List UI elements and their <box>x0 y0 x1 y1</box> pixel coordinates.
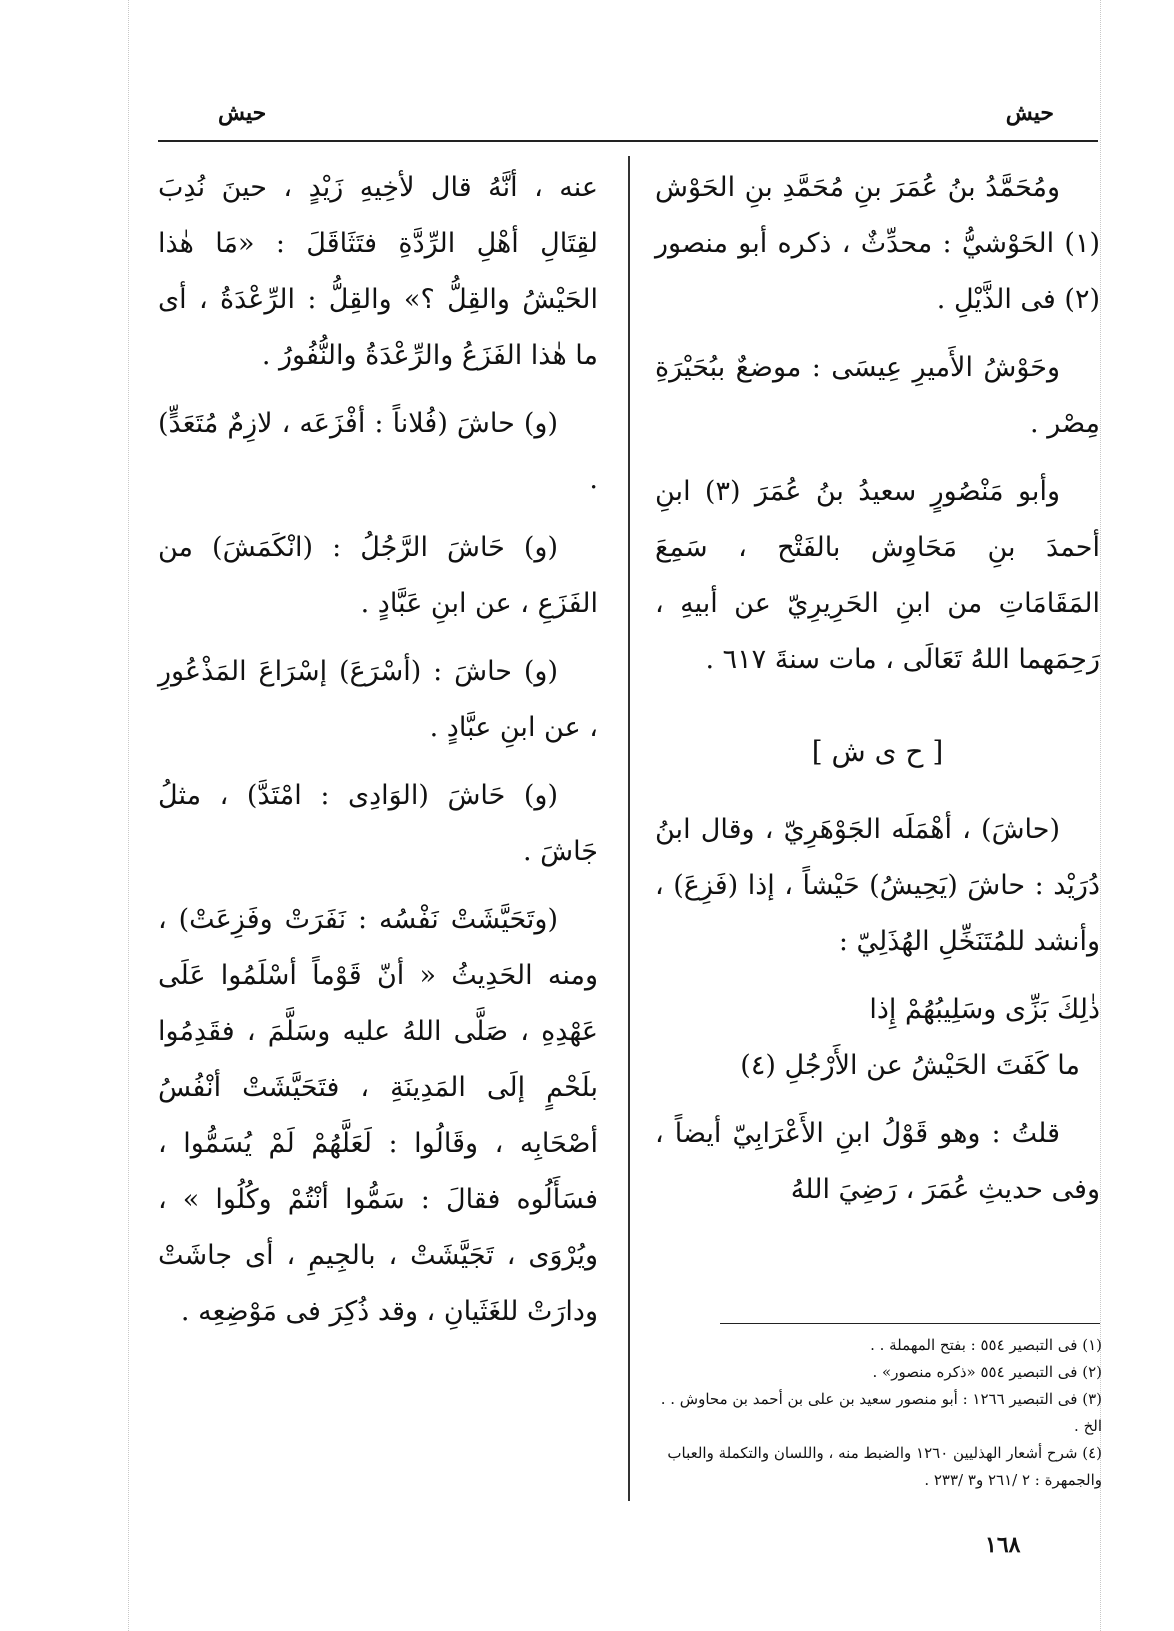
footnote: (١) فى التبصير ٥٥٤ : بفتح المهملة . . <box>870 1336 1102 1354</box>
entry-paragraph: وحَوْشُ الأَميرِ عِيسَى : موضعٌ ببُحَيْرَةِ مِصْر . <box>655 352 1100 439</box>
scan-guide-line <box>128 0 129 1631</box>
footnote: (٢) فى التبصير ٥٥٤ «ذكره منصور» . <box>872 1363 1102 1381</box>
entry-paragraph: (و) حاشَ (فُلاناً : أفْزَعَه ، لازِمٌ مُتَعَدٍّ) . <box>158 408 598 495</box>
entry-paragraph: (و) حَاشَ الرَّجُلُ : (انْكَمَشَ) من الفَزَعِ ، عن ابنِ عَبَّادٍ . <box>158 532 598 619</box>
page-number: ١٦٨ <box>985 1532 1021 1558</box>
footnote: (٤) شرح أشعار الهذليين ١٢٦٠ والضبط منه ، واللسان والتكملة والعباب والجمهرة : ٢ /٢٦١ و٣ /٢٣٣ . <box>667 1444 1102 1489</box>
verse-line: ذٰلِكَ بَزِّى وسَلِيبُهُمْ إِذا <box>869 994 1100 1025</box>
poetry-verse <box>655 982 1100 1094</box>
entry-paragraph: (حاشَ) ، أهْمَلَه الجَوْهَرِيّ ، وقال ابنُ دُرَيْد : حاشَ (يَحِيشُ) حَيْشاً ، إذا (فَزِعَ) ، وأنشد للمُتَنَخِّلِ الهُذَلِيّ : <box>655 814 1100 957</box>
entry-paragraph: ومُحَمَّدُ بنُ عُمَرَ بنِ مُحَمَّدِ بنِ الحَوْش (١) الحَوْشيُّ : محدِّثٌ ، ذكره أبو منصور (٢) فى الذَّيْلِ . <box>655 172 1100 315</box>
entry-paragraph: (و) حاشَ : (أسْرَعَ) إسْرَاعَ المَذْعُورِ ، عن ابنِ عبَّادٍ . <box>158 656 598 743</box>
left-column <box>158 160 598 1352</box>
entry-paragraph: (و) حَاشَ (الوَادِى : امْتَدَّ) ، مثلُ جَاشَ . <box>158 780 598 867</box>
entry-paragraph: قلتُ : وهو قَوْلُ ابنِ الأَعْرَابِيّ أيضاً ، وفى حديثِ عُمَرَ ، رَضِيَ اللهُ <box>655 1118 1100 1205</box>
right-column <box>655 160 1100 1230</box>
header-rule <box>158 140 1098 142</box>
footnote-rule <box>720 1323 1100 1324</box>
verse-line: ما كَفَتَ الحَيْشُ عن الأَرْجُلِ (٤) <box>740 1050 1080 1081</box>
column-divider <box>628 156 630 1501</box>
running-head-left: حيش <box>218 100 267 126</box>
running-head-right: حيش <box>1005 100 1054 126</box>
root-heading: [ ح ى ش ] <box>811 735 944 768</box>
footnote: (٣) فى التبصير ١٢٦٦ : أبو منصور سعيد بن على بن أحمد بن محاوش . . الخ . <box>660 1390 1102 1435</box>
entry-paragraph: عنه ، أنَّهُ قال لأخِيهِ زَيْدٍ ، حينَ نُدِبَ لقِتَالِ أهْلِ الرِّدَّةِ فتَثَاقَلَ : «مَا هٰذا الحَيْشُ والقِلُّ ؟» والقِلُّ : الرِّعْدَةُ ، أى ما هٰذا الفَزَعُ والرِّعْدَةُ والنُّفُورُ . <box>158 172 598 371</box>
entry-paragraph: وأبو مَنْصُورٍ سعيدُ بنُ عُمَرَ (٣) ابنِ أحمدَ بنِ مَحَاوِش بالفَتْح ، سَمِعَ المَقَامَاتِ من ابنِ الحَرِيرِيّ عن أبيهِ ، رَحِمَهما اللهُ تَعَالَى ، مات سنةَ ٦١٧ . <box>655 476 1100 675</box>
entry-paragraph: (وتَحَيَّشَتْ نَفْسُه : نَفَرَتْ وفَزِعَتْ) ، ومنه الحَدِيثُ « أنّ قَوْماً أسْلَمُوا عَلَى عَهْدِهِ ، صَلَّى اللهُ عليه وسَلَّمَ ، فقَدِمُوا بلَحْمٍ إلَى المَدِينَةِ ، فتَحَيَّشَتْ أنْفُسُ أصْحَابِه ، وقَالُوا : لَعَلَّهُمْ لَمْ يُسَمُّوا ، فسَأَلُوه فقالَ : سَمُّوا أنْتُمْ وكُلُوا » ، ويُرْوَى ، تَجَيَّشَتْ ، بالجِيمِ ، أى جاشَتْ ودارَتْ للغَثَيانِ ، وقد ذُكِرَ فى مَوْضِعِه . <box>158 904 598 1327</box>
footnotes <box>652 1332 1102 1494</box>
